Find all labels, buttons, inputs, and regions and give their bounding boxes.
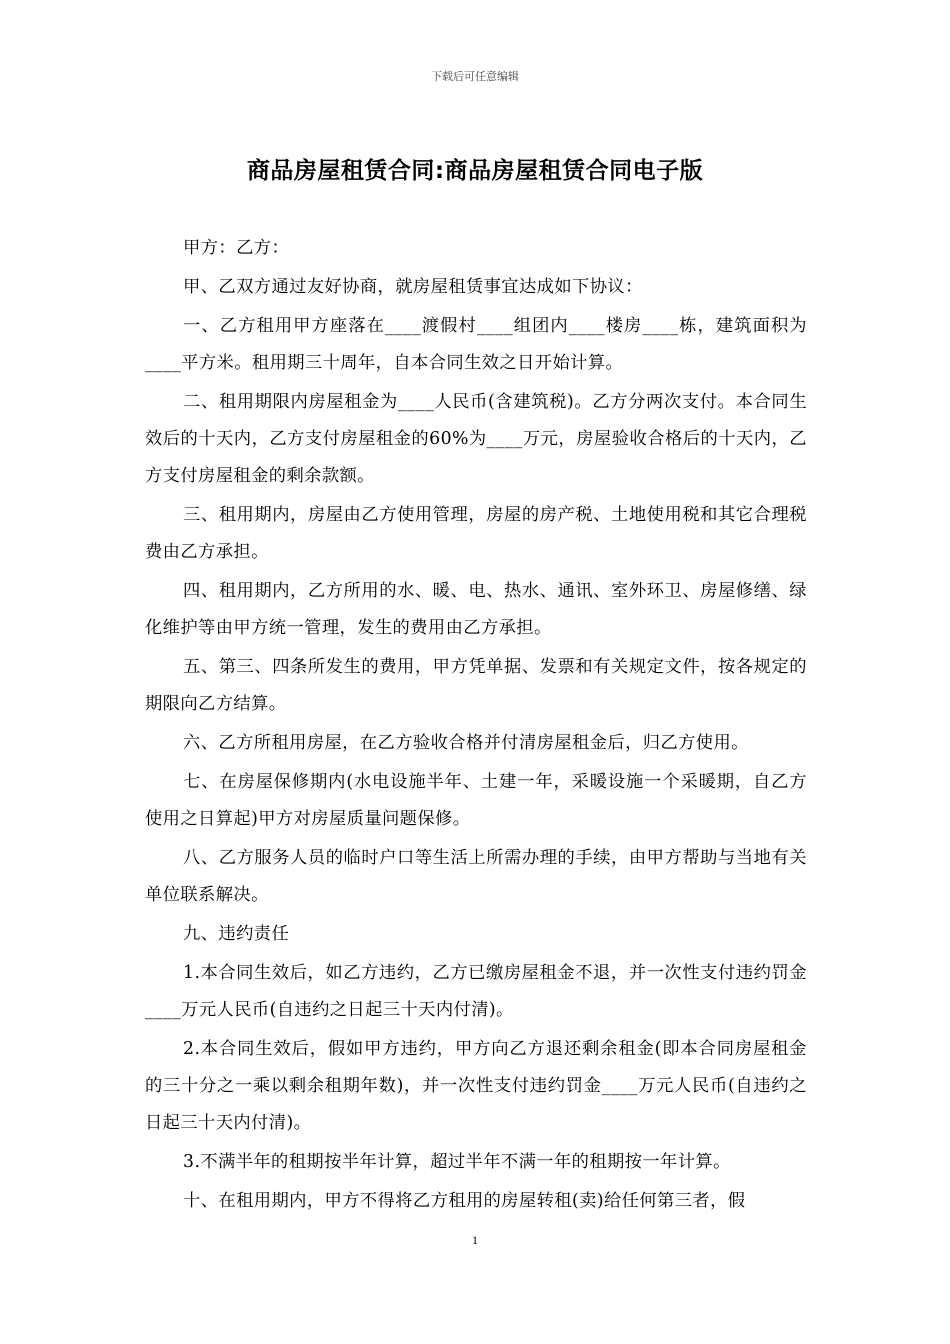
clause-9-item-3: 3.不满半年的租期按半年计算，超过半年不满一年的租期按一年计算。 [183, 1152, 731, 1172]
header-note: 下载后可任意编辑 [431, 70, 519, 83]
page-number: 1 [472, 1233, 478, 1247]
clause-7: 七、在房屋保修期内(水电设施半年、土建一年，采暖设施一个采暖期，自乙方使用之日算起)甲方对房屋质量问题保修。 [145, 772, 807, 829]
clause-9-heading: 九、违约责任 [183, 924, 290, 944]
clause-1: 一、乙方租用甲方座落在____渡假村____组团内____楼房____栋，建筑面积为____平方米。租用期三十周年，自本合同生效之日开始计算。 [145, 316, 807, 373]
document-title: 商品房屋租赁合同:商品房屋租赁合同电子版 [246, 158, 704, 184]
clause-5: 五、第三、四条所发生的费用，甲方凭单据、发票和有关规定文件，按各规定的期限向乙方结算。 [145, 657, 807, 714]
clause-4: 四、租用期内，乙方所用的水、暖、电、热水、通讯、室外环卫、房屋修缮、绿化维护等由甲方统一管理，发生的费用由乙方承担。 [145, 581, 807, 638]
clause-2: 二、租用期限内房屋租金为____人民币(含建筑税)。乙方分两次支付。本合同生效后的十天内，乙方支付房屋租金的60%为____万元，房屋验收合格后的十天内，乙方支付房屋租金的剩余款额。 [145, 392, 807, 486]
clause-9-item-2: 2.本合同生效后，假如甲方违约，甲方向乙方退还剩余租金(即本合同房屋租金的三十分之一乘以剩余租期年数)，并一次性支付违约罚金____万元人民币(自违约之日起三十天内付清)。 [145, 1039, 807, 1133]
clause-9-item-1: 1.本合同生效后，如乙方违约，乙方已缴房屋租金不退，并一次性支付违约罚金____万元人民币(自违约之日起三十天内付清)。 [145, 963, 807, 1020]
clause-6: 六、乙方所租用房屋，在乙方验收合格并付清房屋租金后，归乙方使用。 [183, 733, 749, 753]
clause-8: 八、乙方服务人员的临时户口等生活上所需办理的手续，由甲方帮助与当地有关单位联系解决。 [145, 848, 807, 905]
paragraph-preamble: 甲、乙双方通过友好协商，就房屋租赁事宜达成如下协议： [183, 277, 643, 297]
paragraph-parties: 甲方：乙方： [183, 238, 290, 258]
clause-10: 十、在租用期内，甲方不得将乙方租用的房屋转租(卖)给任何第三者，假 [183, 1191, 746, 1211]
document-body [145, 230, 807, 1222]
clause-3: 三、租用期内，房屋由乙方使用管理，房屋的房产税、土地使用税和其它合理税费由乙方承担。 [145, 505, 807, 562]
